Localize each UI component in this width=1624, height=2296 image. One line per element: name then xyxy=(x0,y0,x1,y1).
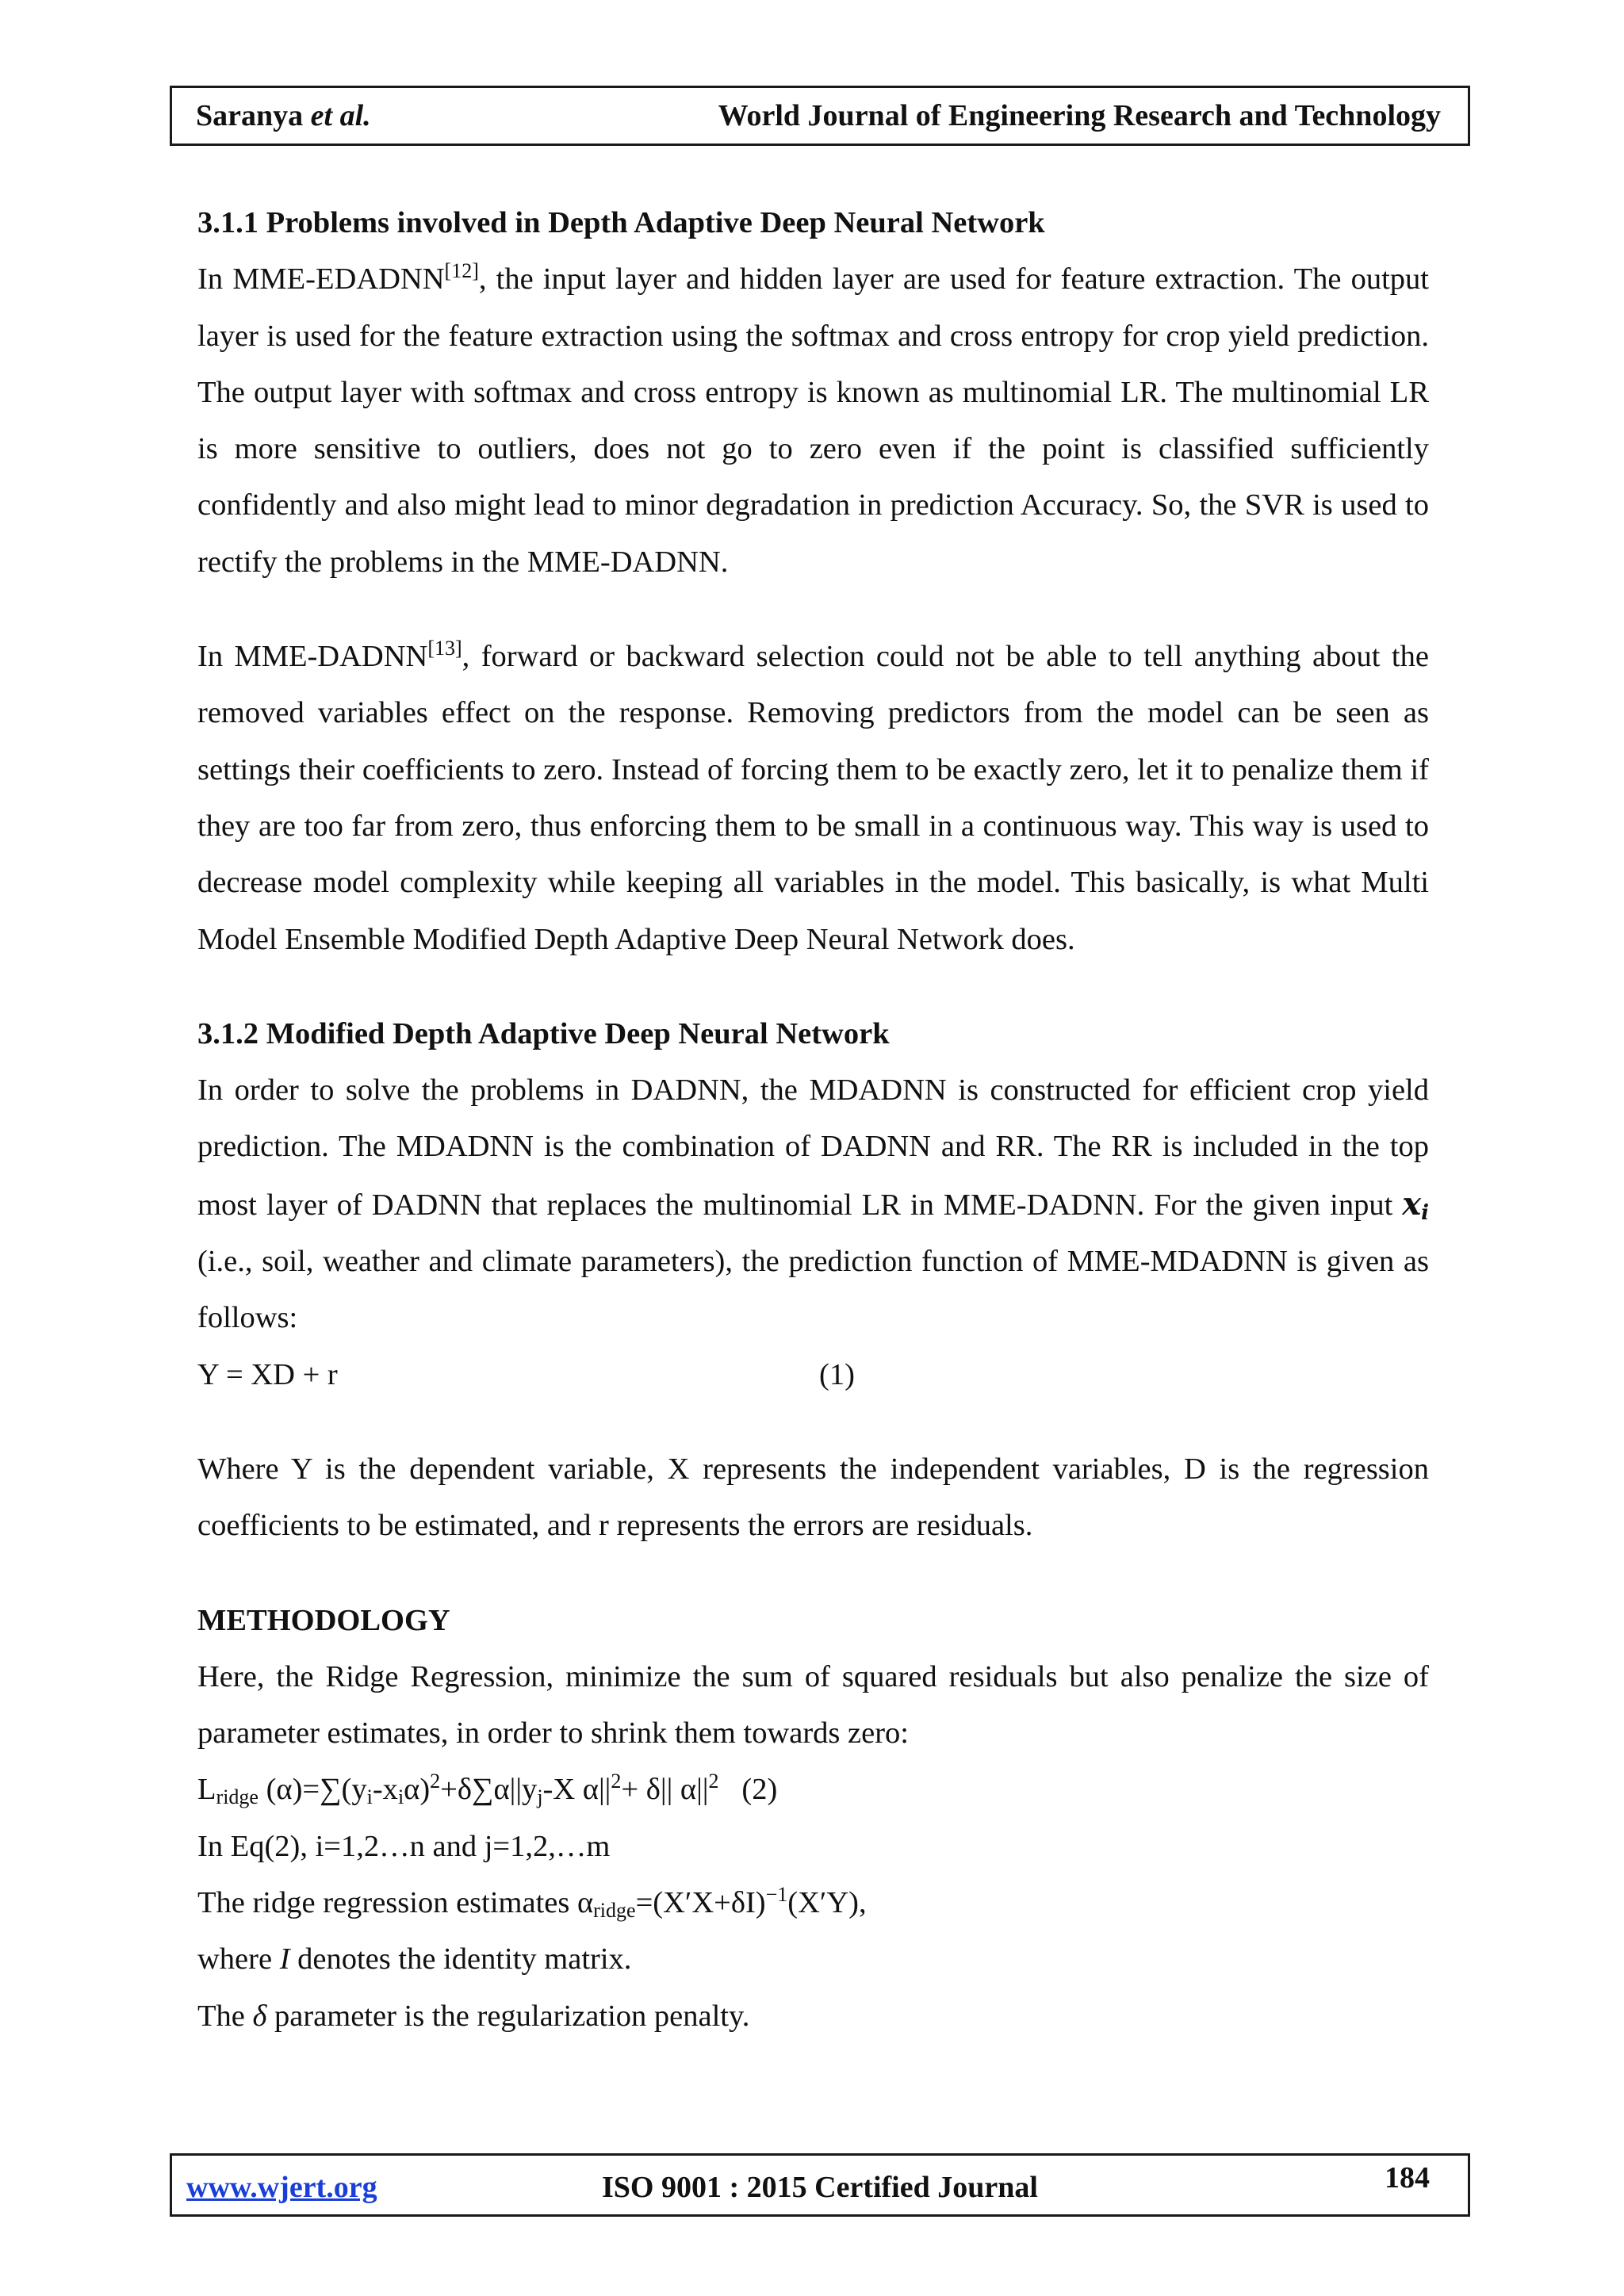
section-3-1-2-paragraph-1: In order to solve the problems in DADNN, the MDADNN is constructed for efficient crop yield prediction. The MDADNN is the combination of DADNN and RR. The RR is included in the top most layer of DADNN that replaces the multinomial LR in MME-DADNN. For the given input $x_i$ (i.e., soil, weather and climate parameters), the prediction function of MME-MDADNN is given as follows: xyxy=(197,1073,1429,1335)
header-author-suffix: et al. xyxy=(310,99,371,132)
header-journal: World Journal of Engineering Research and Technology xyxy=(718,99,1441,132)
section-3-1-1-paragraph-1: In MME-EDADNN[12], the input layer and hidden layer are used for feature extraction. The output layer is used for the feature extraction using the softmax and cross entropy for crop yield prediction. The output layer with softmax and cross entropy is known as multinomial LR. The multinomial LR is more sensitive to outliers, does not go to zero even if the point is classified sufficiently confidently and also might lead to minor degradation in prediction Accuracy. So, the SVR is used to rectify the problems in the MME-DADNN. xyxy=(197,259,1429,579)
section-3-1-2-paragraph-2: Where Y is the dependent variable, X represents the independent variables, D is the regression coefficients to be estimated, and r represents the errors are residuals. xyxy=(197,1452,1429,1543)
input-variable: $x_i$ xyxy=(1402,1184,1429,1225)
citation-13: [13] xyxy=(427,637,462,660)
equation-2-number: (2) xyxy=(741,1773,778,1807)
methodology-paragraph: Here, the Ridge Regression, minimize the sum of squared residuals but also penalize the size of parameter estimates, in order to shrink them towards zero: xyxy=(197,1659,1429,1751)
equation-1-body: Y = XD + r xyxy=(197,1357,338,1391)
ridge-estimate: The ridge regression estimates $\alpha_{ridge}=(X'X+\delta I)^{-1}(X'Y)$, xyxy=(197,1883,867,1923)
section-3-1-2-title: 3.1.2 Modified Depth Adaptive Deep Neural Network xyxy=(197,1016,890,1050)
header-author: Saranya et al. xyxy=(196,99,371,132)
equation-1 xyxy=(197,1347,1429,1403)
citation-12: [12] xyxy=(444,259,479,283)
page-number: 184 xyxy=(1385,2161,1430,2195)
page-content xyxy=(197,195,1429,2045)
running-header xyxy=(170,86,1470,146)
footer-certification: ISO 9001 : 2015 Certified Journal xyxy=(602,2171,1038,2204)
running-footer xyxy=(170,2153,1470,2217)
identity-matrix-line: where I denotes the identity matrix. xyxy=(197,1942,632,1976)
equation-1-number: (1) xyxy=(819,1357,855,1391)
section-3-1-1-paragraph-2: In MME-DADNN[13], forward or backward selection could not be able to tell anything about the removed variables effect on the response. Removing predictors from the model can be seen as settings their coefficients to zero. Instead of forcing them to be exactly zero, let it to penalize them if they are too far from zero, thus enforcing them to be small in a continuous way. This way is used to decrease model complexity while keeping all variables in the model. This basically, is what Multi Model Ensemble Modified Depth Adaptive Deep Neural Network does. xyxy=(197,637,1429,956)
methodology-title: METHODOLOGY xyxy=(197,1603,450,1637)
equation-2-indices: In Eq(2), i=1,2…n and j=1,2,…m xyxy=(197,1829,611,1863)
section-3-1-1-title: 3.1.1 Problems involved in Depth Adaptive Deep Neural Network xyxy=(197,206,1045,239)
equation-2: $L_{ridge}$ $(\alpha)=\sum(y_i-x_i\alpha)^2+\delta\sum\alpha||y_j-X$ $\alpha||^2+ \delta||$ $\alpha||^2$ (2) xyxy=(197,1770,778,1809)
delta-parameter-line: The δ parameter is the regularization penalty. xyxy=(197,1999,750,2033)
journal-website-link[interactable]: www.wjert.org xyxy=(186,2171,377,2204)
